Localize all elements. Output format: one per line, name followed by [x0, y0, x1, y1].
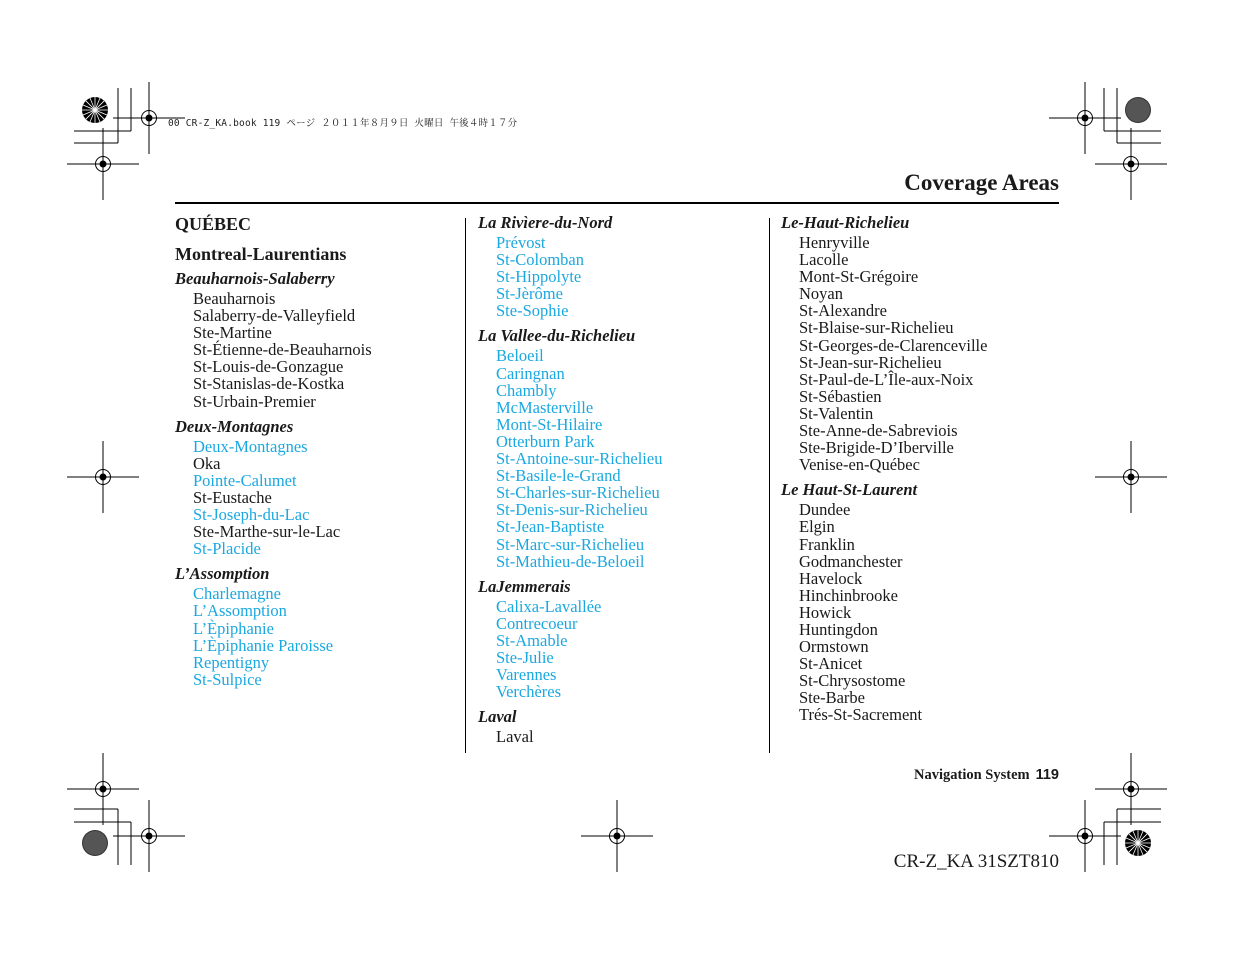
- municipality-item: St-Sébastien: [799, 386, 882, 406]
- municipality-link[interactable]: Varennes: [496, 665, 557, 685]
- municipality-item: Ste-Marthe-sur-le-Lac: [193, 522, 341, 542]
- print-star-mark: [82, 97, 108, 123]
- municipality-item: Venise-en-Québec: [799, 455, 920, 475]
- municipality-item: Havelock: [799, 568, 863, 588]
- municipality-link[interactable]: Caringnan: [496, 363, 565, 383]
- area-groups: [175, 268, 465, 688]
- municipality-link[interactable]: L’Èpiphanie Paroisse: [193, 635, 334, 655]
- column-divider: [769, 218, 770, 753]
- municipality-item: Ormstown: [799, 637, 869, 657]
- page-footer: [914, 767, 1059, 784]
- municipality-item: Noyan: [799, 284, 843, 304]
- footer-label: Navigation System: [913, 767, 1030, 783]
- municipality-item: St-Blaise-sur-Richelieu: [799, 318, 954, 338]
- municipality-list: [175, 438, 465, 558]
- municipality-item: Beauharnois: [193, 289, 276, 308]
- municipality-list: [478, 728, 768, 745]
- municipality-link[interactable]: Contrecoeur: [496, 613, 578, 633]
- municipality-link[interactable]: St-Joseph-du-Lac: [193, 505, 310, 525]
- municipality-link[interactable]: St-Placide: [193, 539, 261, 559]
- column-2: [478, 212, 768, 751]
- region-heading: QUÉBEC: [175, 214, 252, 234]
- print-star-mark: [1125, 830, 1151, 856]
- municipality-link[interactable]: St-Mathieu-de-Beloeil: [496, 551, 645, 571]
- registration-mark: [113, 800, 185, 872]
- municipality-item: Howick: [799, 602, 852, 622]
- municipality-item: Elgin: [799, 517, 835, 537]
- municipality-item: Salaberry-de-Valleyfield: [193, 306, 356, 326]
- municipality-item: Ste-Brigide-D’Iberville: [799, 438, 954, 458]
- municipality-item: Henryville: [799, 233, 870, 252]
- municipality-item: Huntingdon: [799, 619, 878, 639]
- page-title: Coverage Areas: [904, 170, 1059, 195]
- registration-mark: [1049, 800, 1121, 872]
- municipality-item: St-Georges-de-Clarenceville: [799, 335, 988, 355]
- municipality-link[interactable]: Mont-St-Hilaire: [496, 414, 603, 434]
- municipality-list: [478, 234, 768, 319]
- municipality-item: Dundee: [799, 500, 851, 520]
- municipality-link[interactable]: St-Antoine-sur-Richelieu: [496, 449, 663, 469]
- municipality-link[interactable]: Repentigny: [193, 652, 270, 672]
- municipality-link[interactable]: Ste-Sophie: [496, 301, 569, 321]
- municipality-link[interactable]: Pointe-Calumet: [193, 470, 297, 490]
- area-heading: Deux-Montagnes: [175, 416, 294, 436]
- municipality-link[interactable]: St-Jèrôme: [496, 284, 563, 304]
- municipality-link[interactable]: Prévost: [496, 233, 546, 252]
- municipality-item: Oka: [193, 453, 221, 473]
- registration-mark: [1095, 441, 1167, 513]
- municipality-link[interactable]: L’Assomption: [193, 601, 287, 621]
- municipality-link[interactable]: Verchères: [496, 682, 562, 702]
- municipality-item: Franklin: [799, 534, 855, 554]
- print-solid-mark: [82, 830, 108, 856]
- registration-mark: [1095, 753, 1167, 825]
- municipality-link[interactable]: Beloeil: [496, 346, 544, 366]
- area-groups: [781, 212, 1071, 724]
- municipality-item: St-Chrysostome: [799, 671, 906, 691]
- municipality-item: St-Louis-de-Gonzague: [193, 357, 344, 377]
- municipality-list: [175, 290, 465, 410]
- municipality-item: St-Anicet: [799, 654, 863, 674]
- municipality-list: [175, 585, 465, 688]
- area-heading: Laval: [478, 707, 517, 727]
- municipality-link[interactable]: St-Sulpice: [193, 669, 262, 689]
- registration-mark: [67, 753, 139, 825]
- area-heading: L’Assomption: [175, 564, 270, 584]
- municipality-link[interactable]: St-Colomban: [496, 250, 585, 270]
- municipality-link[interactable]: Chambly: [496, 380, 557, 400]
- municipality-list: [478, 347, 768, 569]
- municipality-list: [781, 234, 1071, 473]
- municipality-link[interactable]: St-Charles-sur-Richelieu: [496, 483, 660, 503]
- municipality-item: Ste-Barbe: [799, 688, 865, 708]
- municipality-item: St-Valentin: [799, 403, 874, 423]
- area-heading: LaJemmerais: [478, 576, 571, 596]
- municipality-link[interactable]: St-Hippolyte: [496, 267, 582, 287]
- municipality-item: Godmanchester: [799, 551, 903, 571]
- municipality-link[interactable]: Calixa-Lavallée: [496, 596, 602, 616]
- page-number: 119: [1035, 767, 1059, 783]
- municipality-link[interactable]: St-Denis-sur-Richelieu: [496, 500, 648, 520]
- municipality-item: Ste-Martine: [193, 323, 272, 343]
- registration-mark: [67, 128, 139, 200]
- municipality-item: Trés-St-Sacrement: [799, 705, 923, 725]
- municipality-list: [781, 501, 1071, 723]
- municipality-item: St-Stanislas-de-Kostka: [193, 374, 345, 394]
- municipality-link[interactable]: L’Èpiphanie: [193, 618, 274, 638]
- area-heading: Le Haut-St-Laurent: [781, 480, 918, 500]
- municipality-link[interactable]: St-Basile-le-Grand: [496, 466, 621, 486]
- area-heading: La Vallee-du-Richelieu: [478, 326, 636, 346]
- municipality-item: Hinchinbrooke: [799, 585, 898, 605]
- municipality-link[interactable]: St-Amable: [496, 630, 568, 650]
- book-meta-line: 00 CR-Z_KA.book 119 ページ ２０１１年８月９日 火曜日 午後４時１７分: [168, 118, 518, 129]
- municipality-link[interactable]: McMasterville: [496, 397, 594, 417]
- registration-mark: [1095, 128, 1167, 200]
- municipality-item: Ste-Anne-de-Sabreviois: [799, 421, 958, 441]
- column-divider: [465, 218, 466, 753]
- registration-mark: [581, 800, 653, 872]
- municipality-item: St-Étienne-de-Beauharnois: [193, 340, 372, 360]
- area-groups: [478, 212, 768, 745]
- municipality-item: St-Alexandre: [799, 301, 887, 321]
- print-solid-mark: [1125, 97, 1151, 123]
- municipality-link[interactable]: St-Jean-Baptiste: [496, 517, 605, 537]
- municipality-item: Lacolle: [799, 250, 849, 270]
- area-heading: La Rivìere-du-Nord: [478, 213, 613, 232]
- document-code: CR-Z_KA 31SZT810: [893, 851, 1059, 872]
- municipality-item: St-Urbain-Premier: [193, 391, 316, 411]
- area-heading: Beauharnois-Salaberry: [175, 269, 335, 288]
- column-3: [781, 212, 1071, 730]
- municipality-list: [478, 598, 768, 701]
- registration-mark: [1049, 82, 1121, 154]
- column-1: [175, 212, 465, 694]
- municipality-link[interactable]: Deux-Montagnes: [193, 436, 308, 456]
- subregion-heading: Montreal-Laurentians: [175, 244, 347, 264]
- municipality-link[interactable]: Otterburn Park: [496, 431, 595, 451]
- registration-mark: [67, 441, 139, 513]
- municipality-link[interactable]: Ste-Julie: [496, 647, 554, 667]
- municipality-item: St-Paul-de-L’Île-aux-Noix: [799, 369, 974, 389]
- municipality-link[interactable]: Charlemagne: [193, 584, 281, 604]
- municipality-item: Mont-St-Grégoire: [799, 267, 919, 287]
- municipality-item: Laval: [496, 727, 534, 747]
- municipality-item: St-Jean-sur-Richelieu: [799, 352, 942, 372]
- title-rule: [175, 202, 1059, 204]
- area-heading: Le-Haut-Richelieu: [781, 213, 910, 232]
- municipality-link[interactable]: St-Marc-sur-Richelieu: [496, 534, 645, 554]
- municipality-item: St-Eustache: [193, 487, 272, 507]
